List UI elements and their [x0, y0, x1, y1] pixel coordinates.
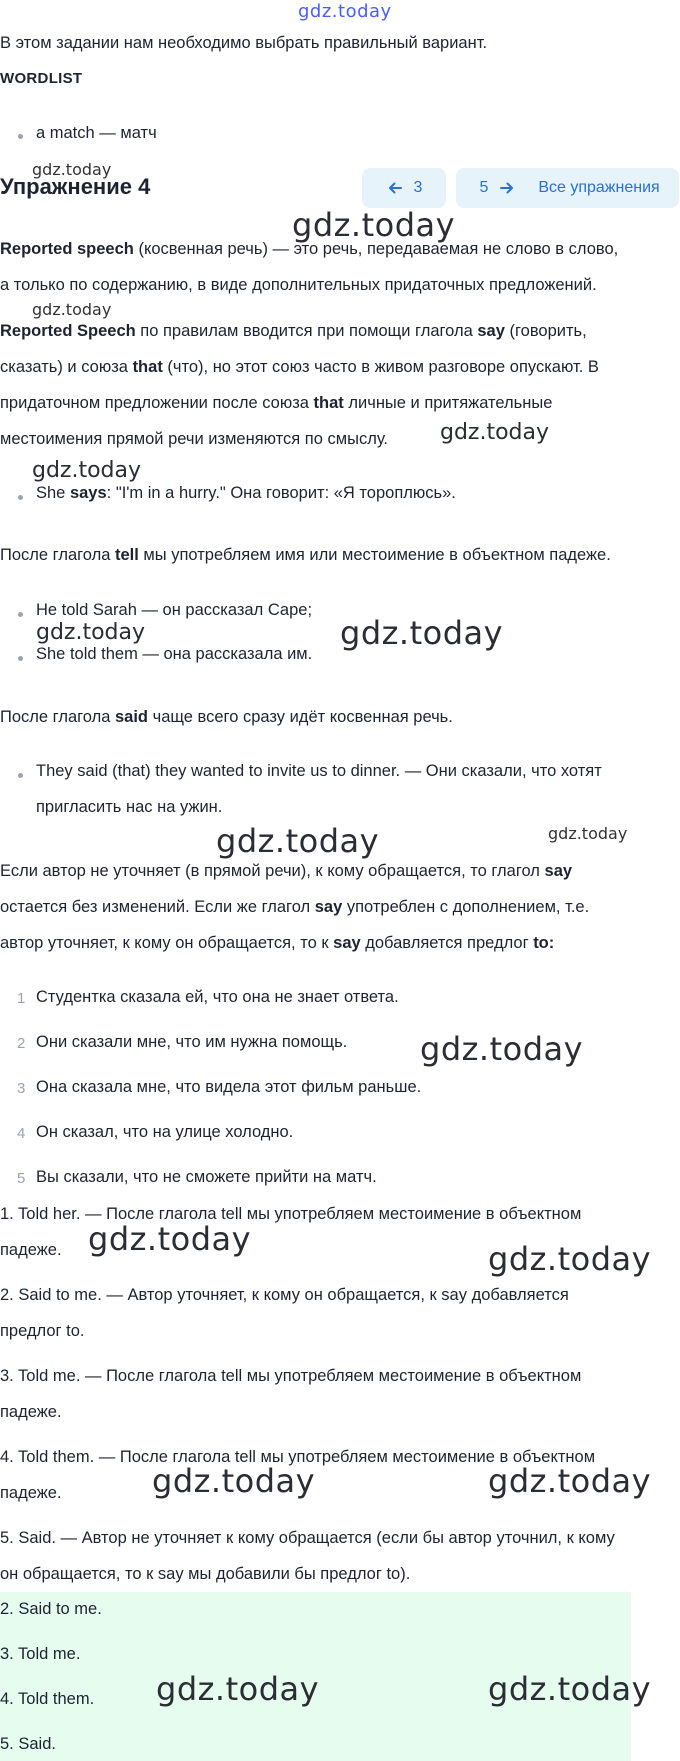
watermark: gdz.today — [152, 1462, 316, 1500]
watermark: gdz.today — [488, 1240, 652, 1278]
explanation-line: предлог to. — [0, 1322, 85, 1340]
bullet — [18, 612, 23, 617]
explanation-line: падеже. — [0, 1403, 62, 1421]
task-item: Она сказала мне, что видела этот фильм раньше. — [36, 1078, 422, 1096]
example-says: She says: "I'm in a hurry." Она говорит: «Я тороплюсь». — [36, 484, 456, 502]
theory-p2-line3: придаточном предложении после союза that личные и притяжательные — [0, 394, 553, 412]
explanation-line: 5. Said. — Автор не уточняет к кому обращается (если бы автор уточнил, к кому — [0, 1529, 615, 1547]
task-number: 4 — [17, 1125, 26, 1142]
bullet — [18, 773, 23, 778]
prev-exercise-button[interactable] — [362, 168, 446, 208]
theory-p1-line1: Reported speech (косвенная речь) — это речь, передаваемая не слово в слово, — [0, 240, 619, 258]
bullet — [18, 495, 23, 500]
watermark: gdz.today — [32, 160, 112, 179]
watermark: gdz.today — [216, 822, 380, 860]
theory-p5-line2: остается без изменений. Если же глагол say употреблен с дополнением, т.е. — [0, 898, 590, 916]
all-exercises-label: Все упражнения — [538, 179, 660, 196]
task-number: 3 — [17, 1080, 26, 1097]
explanation-line: 1. Told her. — После глагола tell мы употребляем местоимение в объектном — [0, 1205, 582, 1223]
watermark: gdz.today — [36, 620, 146, 645]
task-item: Они сказали мне, что им нужна помощь. — [36, 1033, 348, 1051]
example-said-line2: пригласить нас на ужин. — [36, 798, 223, 816]
arrow-right-icon — [498, 179, 516, 197]
watermark: gdz.today — [32, 300, 112, 319]
watermark: gdz.today — [488, 1462, 652, 1500]
watermark: gdz.today — [440, 420, 550, 445]
answer-item: 3. Told me. — [0, 1645, 81, 1663]
answer-item: 4. Told them. — [0, 1690, 95, 1708]
example-said-line1: They said (that) they wanted to invite us to dinner. — Они сказали, что хотят — [36, 762, 602, 780]
example-told-sarah: He told Sarah — он рассказал Саре; — [36, 601, 313, 619]
theory-p3: После глагола tell мы употребляем имя или местоимение в объектном падеже. — [0, 546, 611, 564]
bullet — [18, 656, 23, 661]
theory-p5-line3: автор уточняет, к кому он обращается, то к say добавляется предлог to: — [0, 934, 555, 952]
watermark: gdz.today — [488, 1670, 652, 1708]
bullet — [18, 134, 23, 139]
watermark: gdz.today — [32, 458, 142, 483]
example-told-them: She told them — она рассказала им. — [36, 645, 313, 663]
explanation-line: 4. Told them. — После глагола tell мы употребляем местоимение в объектном — [0, 1448, 596, 1466]
watermark: gdz.today — [156, 1670, 320, 1708]
task-number: 1 — [17, 990, 26, 1007]
task-item: Он сказал, что на улице холодно. — [36, 1123, 294, 1141]
task-number: 5 — [17, 1170, 26, 1187]
task-item: Вы сказали, что не сможете прийти на матч. — [36, 1168, 377, 1186]
task-item: Студентка сказала ей, что она не знает ответа. — [36, 988, 399, 1006]
watermark: gdz.today — [340, 614, 504, 652]
term: Reported speech — [0, 240, 134, 258]
explanation-line: падеже. — [0, 1484, 62, 1502]
watermark: gdz.today — [298, 1, 392, 22]
theory-p2-line1: Reported Speech по правилам вводится при помощи глагола say (говорить, — [0, 322, 587, 340]
next-exercise-label: 5 — [479, 179, 489, 196]
wordlist-item: a match — матч — [36, 124, 157, 142]
theory-p5-line1: Если автор не уточняет (в прямой речи), к кому обращается, то глагол say — [0, 862, 573, 880]
theory-p2-line4: местоимения прямой речи изменяются по смыслу. — [0, 430, 388, 448]
exercise-title: Упражнение 4 — [0, 174, 151, 199]
task-number: 2 — [17, 1035, 26, 1052]
prev-exercise-label: 3 — [413, 179, 423, 196]
arrow-left-icon — [386, 179, 404, 197]
explanation-line: 3. Told me. — После глагола tell мы употребляем местоимение в объектном — [0, 1367, 582, 1385]
theory-p2-line2: сказать) и союза that (что), но этот союз часто в живом разговоре опускают. В — [0, 358, 599, 376]
watermark: gdz.today — [420, 1030, 584, 1068]
explanation-line: 2. Said to me. — Автор уточняет, к кому он обращается, к say добавляется — [0, 1286, 569, 1304]
watermark: gdz.today — [292, 206, 456, 244]
answer-item: 5. Said. — [0, 1735, 56, 1753]
wordlist-title: WORDLIST — [0, 70, 83, 87]
explanation-line: падеже. — [0, 1241, 62, 1259]
intro-text: В этом задании нам необходимо выбрать правильный вариант. — [0, 34, 488, 52]
watermark: gdz.today — [548, 824, 628, 843]
answer-item: 2. Said to me. — [0, 1600, 102, 1618]
all-exercises-button[interactable] — [519, 168, 679, 208]
theory-p1-line2: а только по содержанию, в виде дополнительных придаточных предложений. — [0, 276, 597, 294]
watermark: gdz.today — [88, 1220, 252, 1258]
theory-p4: После глагола said чаще всего сразу идёт косвенная речь. — [0, 708, 453, 726]
explanation-line: он обращается, то к say мы добавили бы предлог to). — [0, 1565, 411, 1583]
